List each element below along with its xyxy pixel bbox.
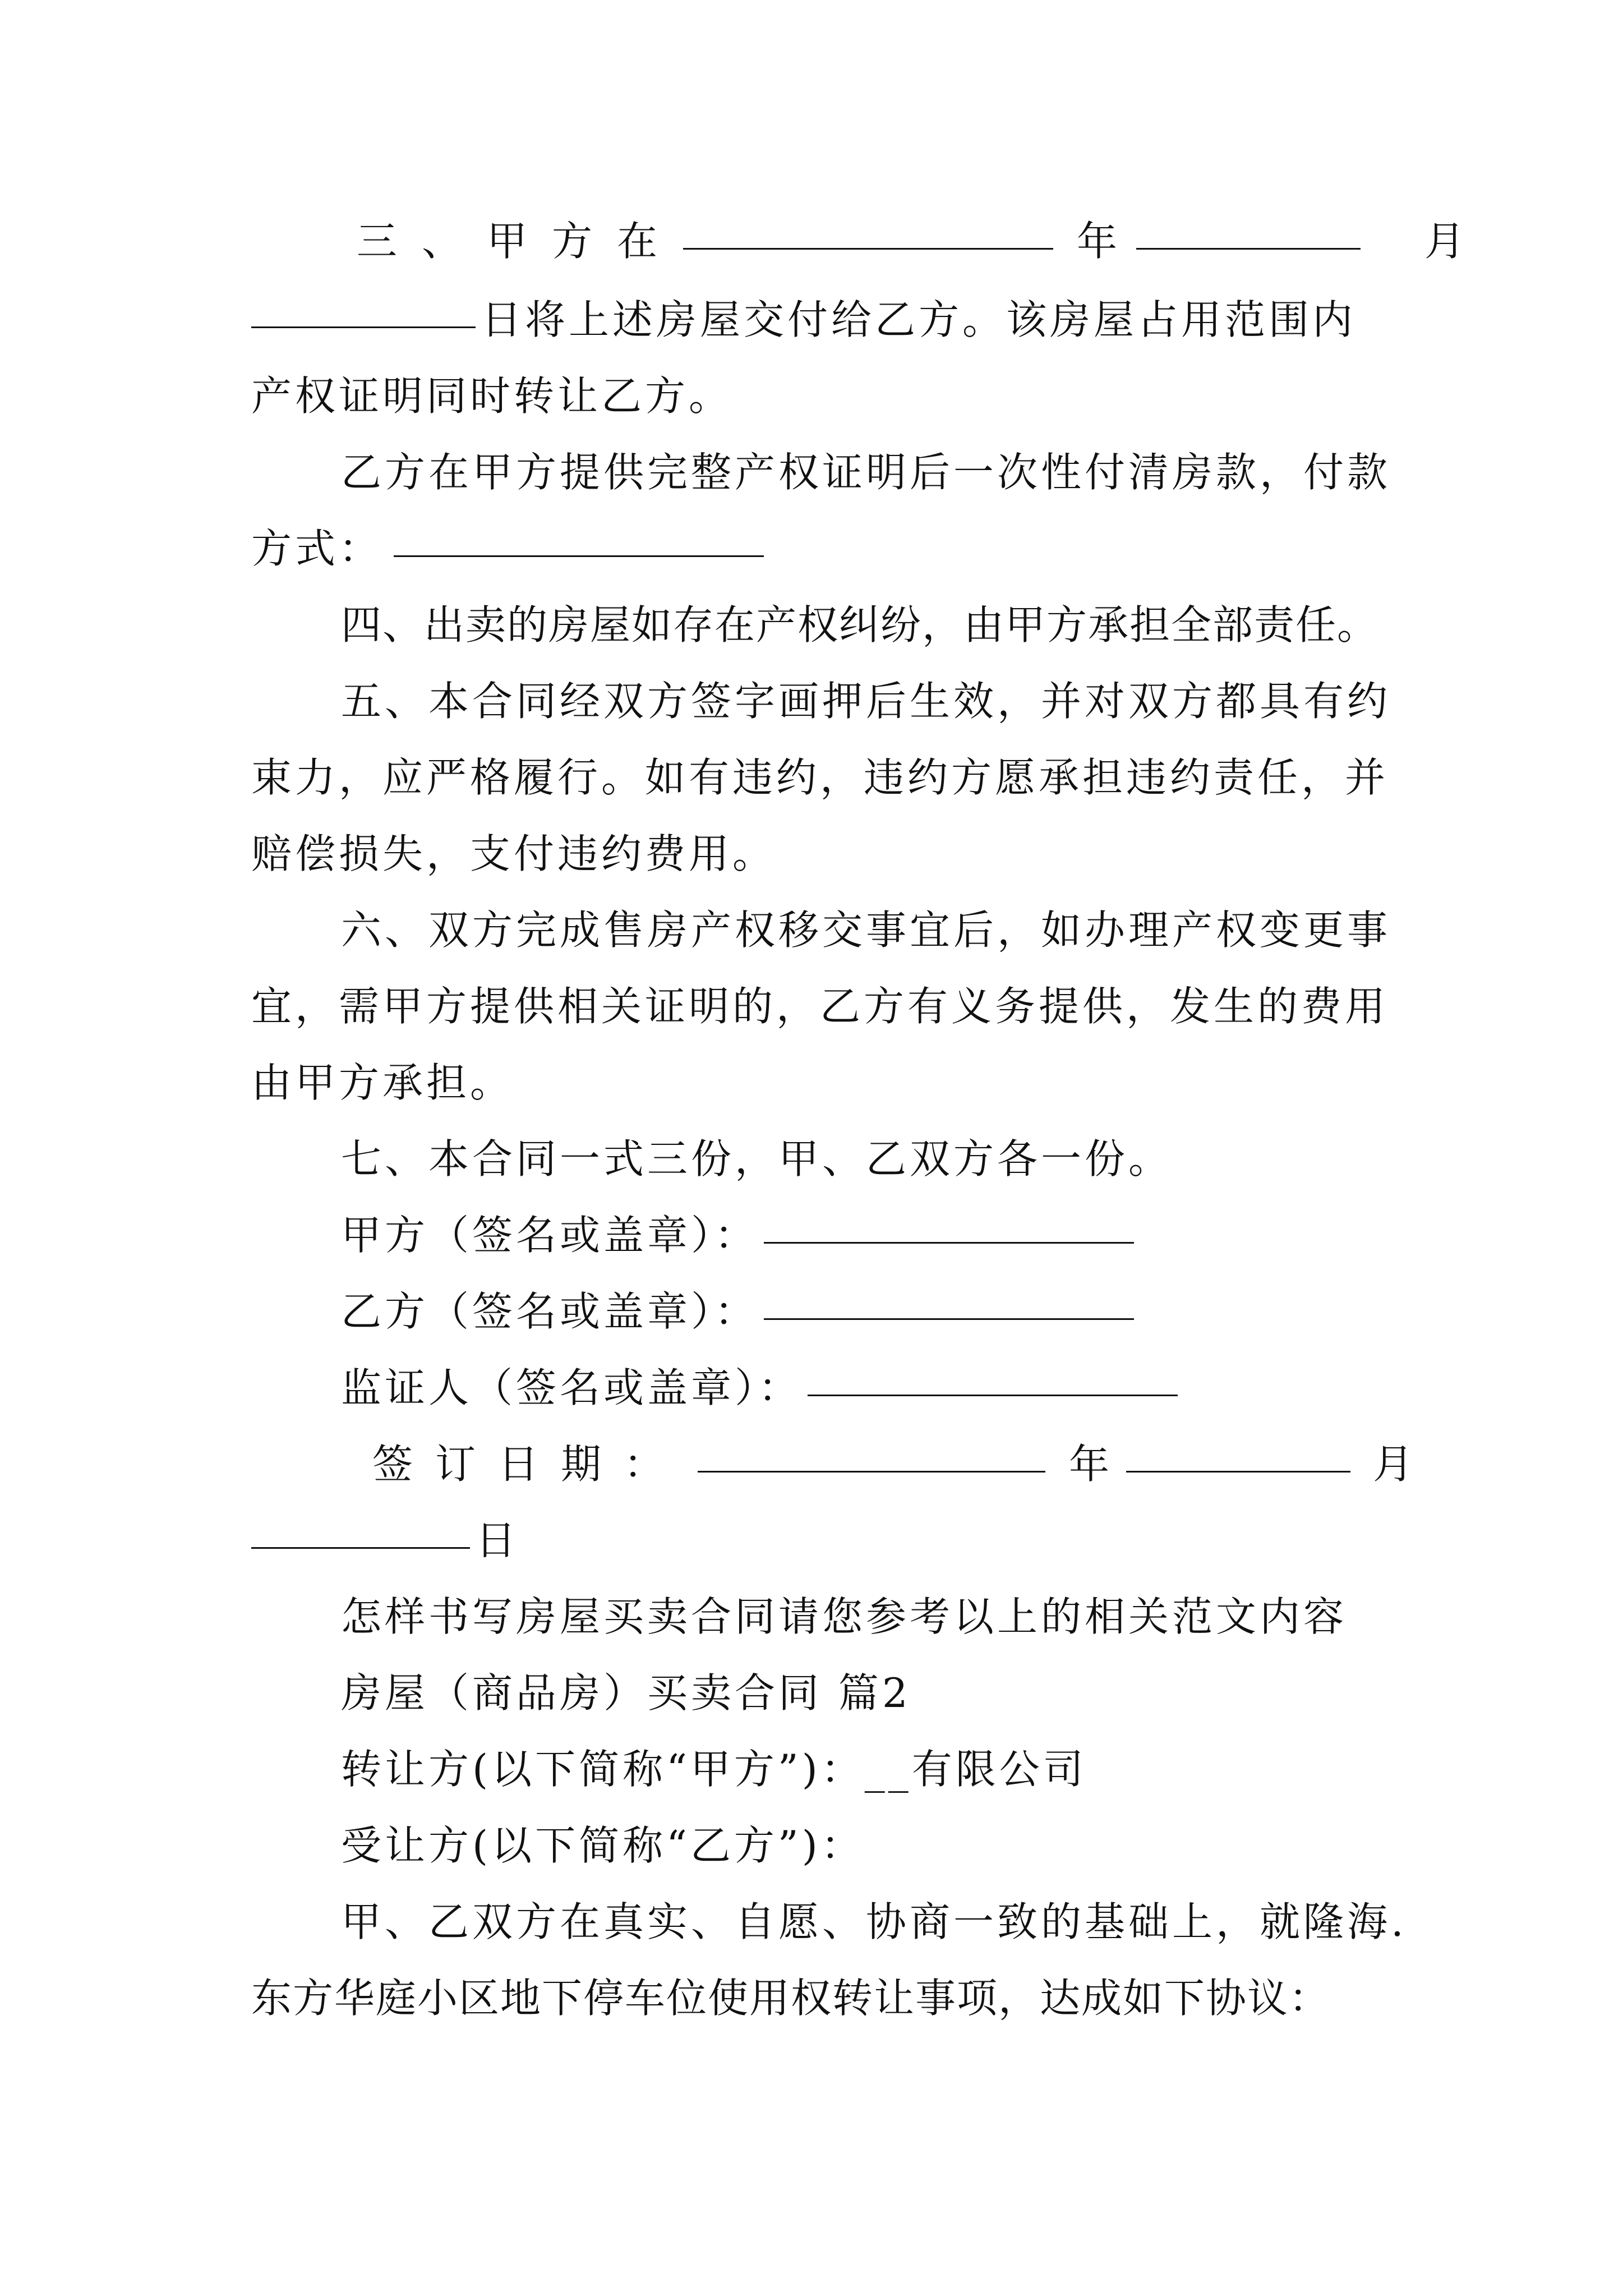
transferee-text: 受让方(以下简称“乙方”)： — [341, 1822, 865, 1869]
clause3-line2 — [251, 280, 1390, 359]
sign-date-year-blank — [698, 1425, 1045, 1473]
agreement-line1 — [341, 1883, 1479, 1961]
clause5-line1 — [341, 662, 1479, 740]
payment-method-label: 方式： — [251, 525, 383, 572]
clause3-month-label: 月 — [1424, 218, 1469, 265]
sign-date-month-blank — [1126, 1425, 1350, 1473]
clause6-text-2: 宜，需甲方提供相关证明的，乙方有义务提供，发生的费用 — [251, 983, 1389, 1030]
clause4-text: 四、出卖的房屋如存在产权纠纷，由甲方承担全部责任。 — [341, 601, 1379, 648]
clause7-text: 七、本合同一式三份，甲、乙双方各一份。 — [341, 1135, 1173, 1182]
clause3-lead: 三、甲方在 — [357, 218, 683, 265]
sign-date-day-blank — [251, 1501, 470, 1549]
party-b-sign-blank — [764, 1272, 1134, 1320]
clause4-line — [341, 586, 1479, 664]
witness-sign-blank — [808, 1349, 1178, 1396]
reference-note: 怎样书写房屋买卖合同请您参考以上的相关范文内容 — [341, 1593, 1348, 1640]
transferee-line — [341, 1806, 1479, 1885]
agreement-line2 — [251, 1959, 1390, 2037]
party-b-sign-label: 乙方（签名或盖章）： — [341, 1288, 759, 1335]
clause5-line2 — [251, 738, 1390, 817]
party-a-sign-label: 甲方（签名或盖章）： — [341, 1212, 759, 1259]
clause5-text-3: 赔偿损失，支付违约费用。 — [251, 830, 777, 877]
clause6-text-1: 六、双方完成售房产权移交事宜后，如办理产权变更事 — [341, 907, 1391, 954]
party-a-sign-line — [341, 1196, 1479, 1274]
payment-method-blank — [394, 509, 764, 557]
clause6-text-3: 由甲方承担。 — [251, 1059, 514, 1106]
witness-sign-label: 监证人（签名或盖章）： — [341, 1364, 803, 1411]
agreement-text-2: 东方华庭小区地下停车位使用权转让事项，达成如下协议： — [251, 1975, 1331, 2022]
sign-date-day-label: 日 — [476, 1517, 520, 1564]
witness-sign-line — [341, 1349, 1479, 1427]
contract-heading-2: 房屋（商品房）买卖合同 篇2 — [341, 1669, 911, 1717]
clause3-cont: 产权证明同时转让乙方。 — [251, 372, 733, 420]
reference-note-line — [341, 1577, 1479, 1656]
sign-date-day-line — [251, 1501, 1390, 1580]
clause3-year-label: 年 — [1077, 218, 1121, 265]
clause5-text-2: 束力，应严格履行。如有违约，违约方愿承担违约责任，并 — [251, 754, 1389, 801]
heading2-line — [341, 1654, 1479, 1732]
agreement-text-1: 甲、乙双方在真实、自愿、协商一致的基础上，就隆海. — [341, 1898, 1407, 1945]
clause7-line — [341, 1120, 1479, 1198]
clause3-line3 — [251, 357, 1390, 435]
clause6-line1 — [341, 891, 1479, 969]
clause5-text-1: 五、本合同经双方签字画押后生效，并对双方都具有约 — [341, 678, 1391, 725]
payment-line2 — [251, 509, 1390, 588]
party-b-sign-line — [341, 1272, 1479, 1351]
payment-line1 — [341, 433, 1479, 512]
payment-text: 乙方在甲方提供完整产权证明后一次性付清房款，付款 — [341, 449, 1391, 496]
sign-date-year-label: 年 — [1069, 1441, 1113, 1488]
sign-date-month-label: 月 — [1373, 1441, 1417, 1488]
sign-date-line — [372, 1425, 1511, 1503]
clause5-line3 — [251, 815, 1390, 893]
clause3-month-blank — [1136, 202, 1361, 250]
sign-date-label: 签订日期： — [372, 1441, 687, 1488]
clause6-line3 — [251, 1043, 1390, 1122]
transferor-line — [341, 1730, 1479, 1809]
clause6-line2 — [251, 967, 1390, 1046]
transferor-text: 转让方(以下简称“甲方”)：__有限公司 — [341, 1746, 1087, 1793]
party-a-sign-blank — [764, 1196, 1134, 1244]
clause3-year-blank — [683, 202, 1053, 250]
clause3-line1 — [357, 202, 1495, 280]
clause3-day-blank — [251, 280, 476, 328]
clause3-day-text: 日将上述房屋交付给乙方。该房屋占用范围内 — [481, 296, 1357, 343]
